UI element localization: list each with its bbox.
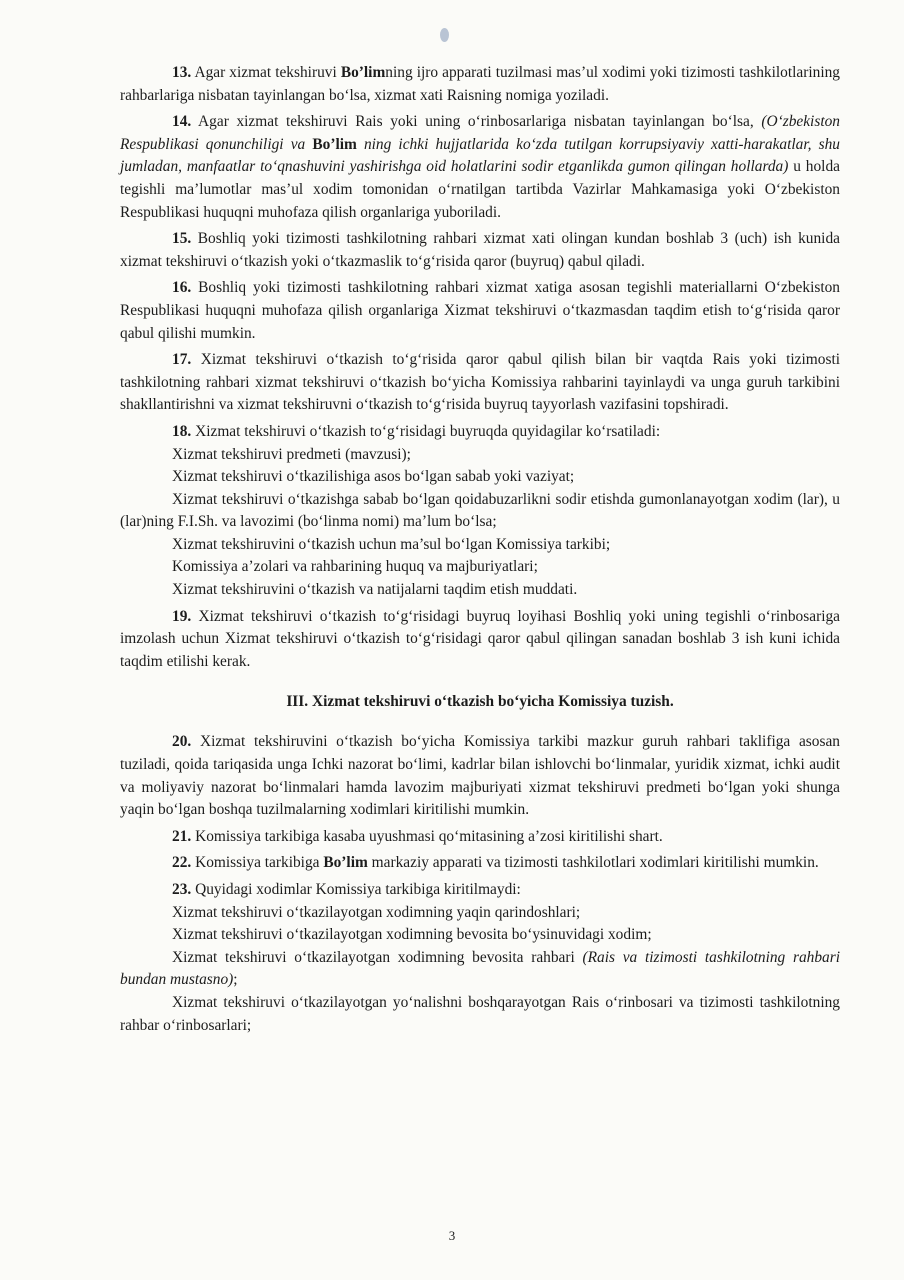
section-title: III. Xizmat tekshiruvi o‘tkazish bo‘yicha Komissiya tuzish.: [286, 693, 674, 711]
paragraph-18: 18. Xizmat tekshiruvi o‘tkazish to‘g‘risidagi buyruqda quyidagilar ko‘rsatiladi:: [172, 422, 661, 440]
paragraph-14: 14. Agar xizmat tekshiruvi Rais yoki uning o‘rinbosarlariga nisbatan tayinlangan bo‘lsa, (O‘zbekiston Respublikasi qonunchiligi va Bo’lim ning ichki hujjatlarida ko‘zda tutilgan korrupsiyaviy xatti-harakatlar, shu jumladan, manfaatlar to‘qnashuvini yashirishga oid holatlarini sodir etganlikda gumon qilingan hollarda) u holda tegishli ma’lumotlar mas’ul xodim tomonidan o‘rnatilgan tartibda Vazirlar Mahkamasiga yoki O‘zbekiston Respublikasi huquqni muhofaza qilish organlariga yuboriladi.: [120, 113, 840, 221]
page-number: 3: [448, 1228, 456, 1243]
list-item: Xizmat tekshiruvi o‘tkazilayotgan xodimning bevosita bo‘ysinuvidagi xodim;: [172, 926, 652, 944]
paragraph-19: 19. Xizmat tekshiruvi o‘tkazish to‘g‘risidagi buyruq loyihasi Boshliq yoki uning tegishli o‘rinbosariga imzolash uchun Xizmat tekshiruvi o‘tkazish to‘g‘risidagi qaror qabul qilingan sanadan boshlab 3 ish kuni ichida taqdim etilishi kerak.: [120, 607, 840, 670]
list-item: Xizmat tekshiruvi predmeti (mavzusi);: [172, 445, 411, 463]
paragraph-21: 21. Komissiya tarkibiga kasaba uyushmasi qo‘mitasining a’zosi kiritilishi shart.: [172, 827, 663, 845]
list-item: Xizmat tekshiruvi o‘tkazilishiga asos bo‘lgan sabab yoki vaziyat;: [172, 468, 575, 486]
ink-spot: [440, 28, 449, 42]
paragraph-23: 23. Quyidagi xodimlar Komissiya tarkibiga kiritilmaydi:: [172, 881, 521, 898]
list-item: Xizmat tekshiruvi o‘tkazilayotgan xodimning bevosita rahbari (Rais va tizimosti tashkilotning rahbari bundan mustasno);: [120, 948, 840, 989]
list-item: Komissiya a’zolari va rahbarining huquq va majburiyatlari;: [172, 558, 538, 576]
document-page: [120, 62, 840, 1041]
list-item: Xizmat tekshiruvi o‘tkazilayotgan yo‘nalishni boshqarayotgan Rais o‘rinbosari va tizimosti tashkilotning rahbar o‘rinbosarlari;: [120, 993, 840, 1034]
paragraph-22: 22. Komissiya tarkibiga Bo’lim markaziy apparati va tizimosti tashkilotlari xodimlari kiritilishi mumkin.: [172, 854, 819, 872]
paragraph-15: 15. Boshliq yoki tizimosti tashkilotning rahbari xizmat xati olingan kundan boshlab 3 (uch) ish kunida xizmat tekshiruvi o‘tkazish yoki o‘tkazmaslik to‘g‘risida qaror (buyruq) qabul qiladi.: [120, 230, 840, 270]
paragraph-13: 13. Agar xizmat tekshiruvi Bo’limning ijro apparati tuzilmasi mas’ul xodimi yoki tizimosti tashkilotlarining rahbarlariga nisbatan tayinlangan bo‘lsa, xizmat xati Raisning nomiga yoziladi.: [120, 64, 841, 104]
list-item: Xizmat tekshiruvini o‘tkazish uchun ma’sul bo‘lgan Komissiya tarkibi;: [172, 535, 611, 553]
paragraph-17: 17. Xizmat tekshiruvi o‘tkazish to‘g‘risida qaror qabul qilish bilan bir vaqtda Rais yoki tizimosti tashkilotning rahbari xizmat tekshiruvi o‘tkazish bo‘yicha Komissiya rahbarini tayinlaydi va unga guruh tarkibini shakllantirishni va xizmat tekshiruvni o‘tkazish to‘g‘risida buyruq tayyorlash vazifasini topshiradi.: [120, 351, 840, 414]
paragraph-20: 20. Xizmat tekshiruvini o‘tkazish bo‘yicha Komissiya tarkibi mazkur guruh rahbari taklifiga asosan tuziladi, qoida tariqasida unga Ichki nazorat bo‘limi, kadrlar bilan ishlovchi bo‘linmalar, yuridik xizmat, ichki audit va moliyaviy nazorat bo‘linmalari hamda lavozim majburiyati xizmat tekshiruvi predmeti bo‘lgan yoki shunga yaqin bo‘lgan boshqa tuzilmalarning xodimlari kiritilishi mumkin.: [120, 733, 840, 819]
list-item: Xizmat tekshiruvi o‘tkazishga sabab bo‘lgan qoidabuzarlikni sodir etishda gumonlanayotgan xodim (lar), u (lar)ning F.I.Sh. va lavozimi (bo‘linma nomi) ma’lum bo‘lsa;: [120, 490, 840, 531]
list-item: Xizmat tekshiruvi o‘tkazilayotgan xodimning yaqin qarindoshlari;: [172, 903, 581, 921]
paragraph-16: 16. Boshliq yoki tizimosti tashkilotning rahbari xizmat xatiga asosan tegishli materiallarni O‘zbekiston Respublikasi huquqni muhofaza qilish organlariga Xizmat tekshiruvi o‘tkazmasdan taqdim etish to‘g‘risida qaror qabul qilishi mumkin.: [120, 279, 840, 342]
list-item: Xizmat tekshiruvini o‘tkazish va natijalarni taqdim etish muddati.: [172, 581, 578, 599]
